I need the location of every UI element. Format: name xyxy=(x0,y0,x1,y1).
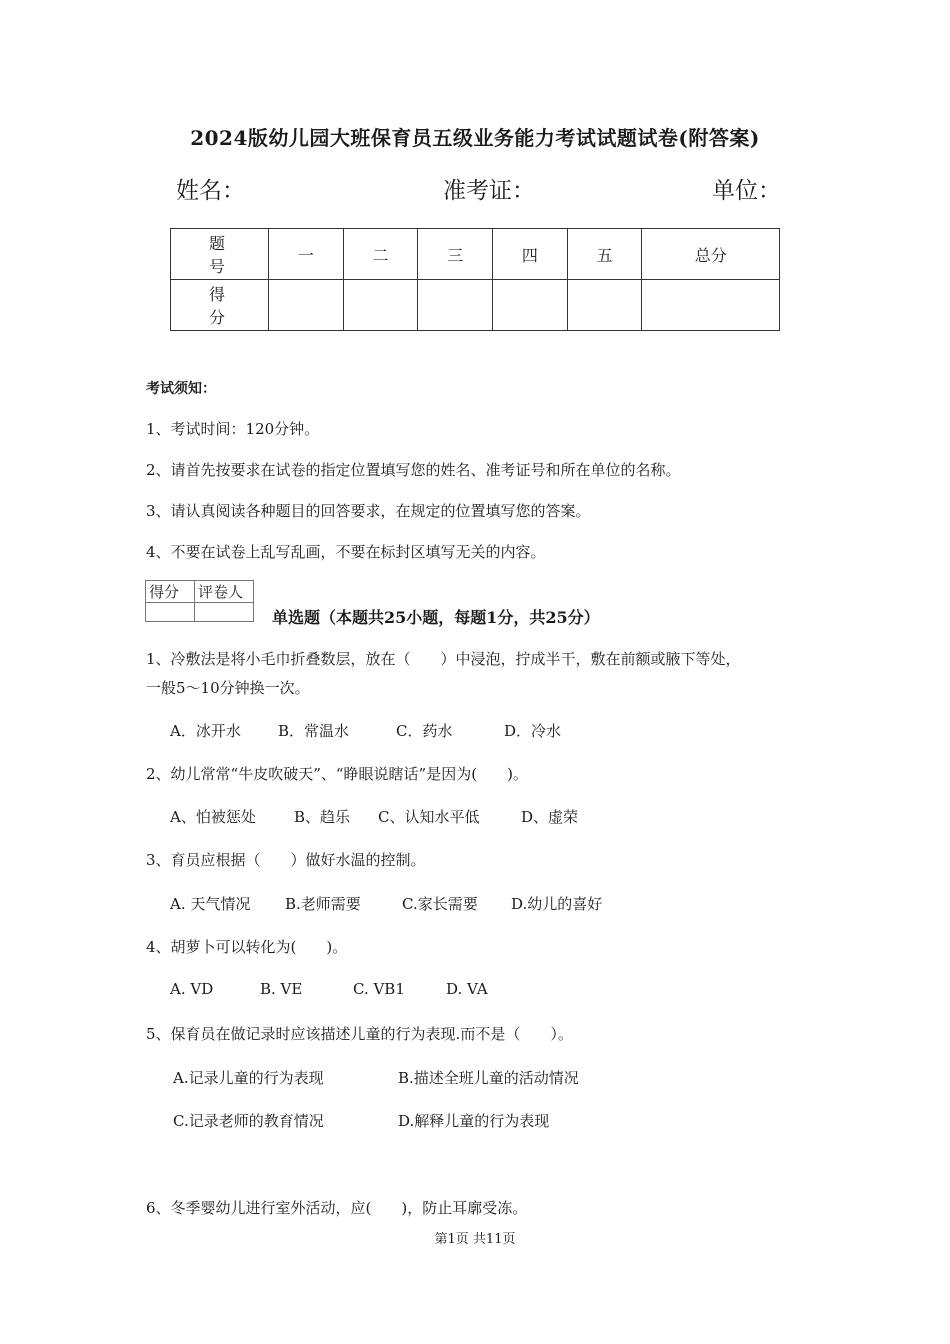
score-table-col-5: 五 xyxy=(567,229,642,280)
question-5-option-c: C.记录老师的教育情况 xyxy=(173,1112,324,1130)
question-3-option-b: B.老师需要 xyxy=(285,895,361,913)
question-5-option-a: A.记录儿童的行为表现 xyxy=(173,1069,324,1087)
notice-item: 4、不要在试卷上乱写乱画，不要在标封区填写无关的内容。 xyxy=(146,543,546,561)
score-table-col-2: 二 xyxy=(343,229,418,280)
notice-title: 考试须知： xyxy=(146,381,216,397)
grader-box xyxy=(145,580,254,622)
name-field-label: 姓名： xyxy=(176,178,245,204)
question-4-option-b: B. VE xyxy=(260,980,303,998)
question-5-stem: 5、保育员在做记录时应该描述儿童的行为表现.而不是（ ）。 xyxy=(146,1025,573,1043)
grader-reviewer-label: 评卷人 xyxy=(195,581,254,603)
score-table-header-row xyxy=(171,229,780,280)
question-2-option-b: B、趋乐 xyxy=(294,808,351,826)
score-table xyxy=(170,228,780,331)
notice-item: 2、请首先按要求在试卷的指定位置填写您的姓名、准考证号和所在单位的名称。 xyxy=(146,461,681,479)
score-table-col-3: 三 xyxy=(418,229,493,280)
score-cell xyxy=(418,280,493,331)
score-cell xyxy=(642,280,780,331)
grader-reviewer-cell xyxy=(195,603,254,622)
score-table-col-4: 四 xyxy=(493,229,568,280)
question-4-stem: 4、胡萝卜可以转化为( )。 xyxy=(146,938,348,956)
score-cell xyxy=(567,280,642,331)
page-footer: 第1页 共11页 xyxy=(434,1232,516,1247)
notice-item: 1、考试时间：120分钟。 xyxy=(146,420,320,438)
question-2-option-d: D、虚荣 xyxy=(521,808,579,826)
question-5-option-d: D.解释儿童的行为表现 xyxy=(398,1112,550,1130)
score-table-col-total: 总分 xyxy=(642,229,780,280)
question-3-stem: 3、育员应根据（ ）做好水温的控制。 xyxy=(146,851,426,869)
notice-item: 3、请认真阅读各种题目的回答要求，在规定的位置填写您的答案。 xyxy=(146,502,591,520)
question-5-option-b: B.描述全班儿童的活动情况 xyxy=(398,1069,579,1087)
score-cell xyxy=(343,280,418,331)
question-6-stem: 6、冬季婴幼儿进行室外活动，应( )，防止耳廓受冻。 xyxy=(146,1199,528,1217)
question-3-option-d: D.幼儿的喜好 xyxy=(511,895,603,913)
question-4-option-a: A. VD xyxy=(170,980,214,998)
question-1-option-c: C．药水 xyxy=(396,722,453,740)
question-4-option-c: C. VB1 xyxy=(353,980,405,998)
score-row-label: 得 分 xyxy=(171,280,269,331)
question-2-option-c: C、认知水平低 xyxy=(378,808,480,826)
score-table-score-row xyxy=(171,280,780,331)
score-table-header-label: 题 号 xyxy=(171,229,269,280)
question-1-stem: 1、冷敷法是将小毛巾折叠数层，放在（ ）中浸泡，拧成半干，敷在前额或腋下等处， xyxy=(146,650,741,668)
question-2-stem: 2、幼儿常常“牛皮吹破天”、“睁眼说瞎话”是因为( )。 xyxy=(146,765,528,783)
unit-field-label: 单位： xyxy=(712,178,781,204)
question-3-option-c: C.家长需要 xyxy=(402,895,478,913)
question-1-option-a: A．冰开水 xyxy=(170,722,241,740)
grader-score-cell xyxy=(146,603,195,622)
score-cell xyxy=(269,280,344,331)
question-4-option-d: D. VA xyxy=(446,980,488,998)
question-2-option-a: A、怕被惩处 xyxy=(170,808,256,826)
score-table-col-1: 一 xyxy=(269,229,344,280)
grader-score-label: 得分 xyxy=(146,581,195,603)
question-1-stem-cont: 一般5～10分钟换一次。 xyxy=(146,679,310,697)
document-title: 2024版幼儿园大班保育员五级业务能力考试试题试卷(附答案) xyxy=(190,126,760,150)
question-3-option-a: A. 天气情况 xyxy=(170,895,251,913)
exam-id-field-label: 准考证： xyxy=(443,178,535,204)
score-cell xyxy=(493,280,568,331)
question-1-option-d: D．冷水 xyxy=(504,722,562,740)
section-title: 单选题（本题共25小题，每题1分，共25分） xyxy=(272,608,600,627)
question-1-option-b: B．常温水 xyxy=(278,722,350,740)
